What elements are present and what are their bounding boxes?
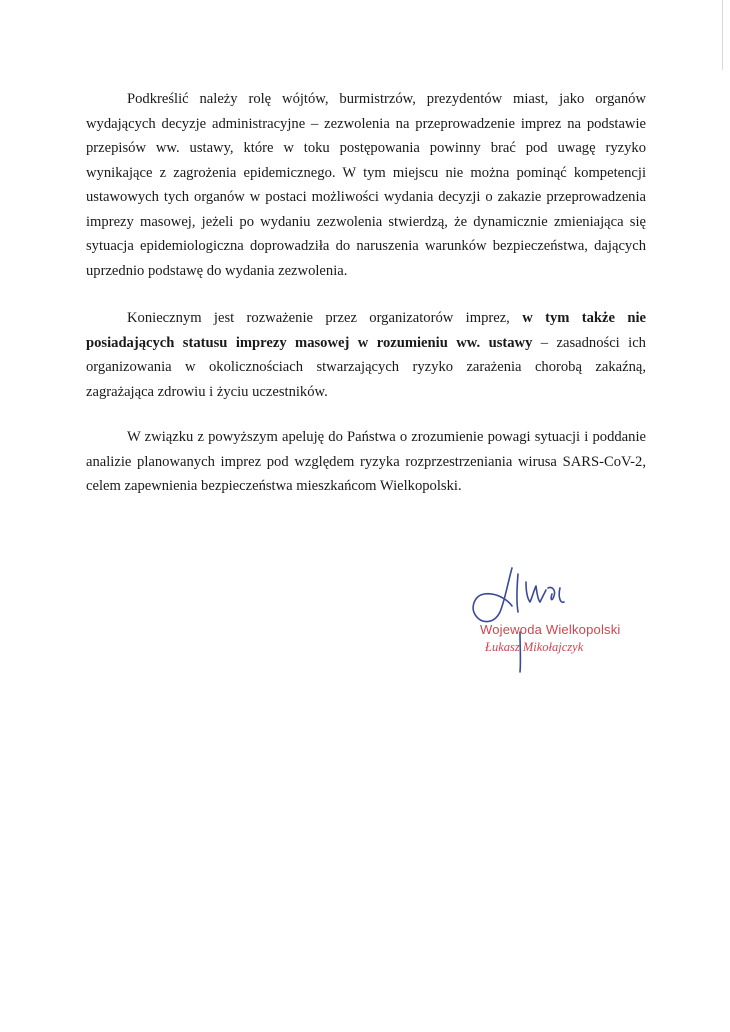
page-edge-line [722, 0, 723, 70]
stamp-name: Łukasz Mikołajczyk [485, 640, 584, 654]
paragraph-1 [86, 87, 646, 283]
signature-block [460, 560, 640, 685]
stamp-title: Wojewoda Wielkopolski [480, 622, 621, 637]
paragraph-3 [86, 425, 646, 499]
paragraph-2 [86, 306, 646, 404]
paragraph-2-start: Koniecznym jest rozważenie przez organizatorów imprez, [127, 310, 523, 326]
paragraph-1-text: Podkreślić należy rolę wójtów, burmistrzów, prezydentów miast, jako organów wydających decyzje administracyjne – zezwolenia na przeprowadzenie imprez na podstawie przepisów ww. ustawy, które w toku postępowania powinny brać pod uwagę ryzyko wynikające z zagrożenia epidemicznego. W tym miejscu nie można pominąć kompetencji ustawowych tych organów w postaci możliwości wydania decyzji o zakazie przeprowadzenia imprezy masowej, jeżeli po wydaniu zezwolenia stwierdzą, że dynamicznie zmieniająca się sytuacja epidemiologiczna doprowadziła do naruszenia warunków bezpieczeństwa, dających uprzednio podstawę do wydania zezwolenia. [86, 91, 646, 279]
paragraph-2-end: – zasadności ich organizowania w okolicznościach stwarzających ryzyko zarażenia chorobą zakaźną, zagrażająca zdrowiu i życiu uczestników. [86, 334, 646, 400]
paragraph-3-text: W związku z powyższym apeluję do Państwa o zrozumienie powagi sytuacji i poddanie analizie planowanych imprez pod względem ryzyka rozprzestrzeniania wirusa SARS-CoV-2, celem zapewnienia bezpieczeństwa mieszkańcom Wielkopolski. [86, 429, 646, 494]
paragraph-2-bold: w tym także nie posiadających statusu imprezy masowej w rozumieniu ww. ustawy [86, 310, 646, 351]
